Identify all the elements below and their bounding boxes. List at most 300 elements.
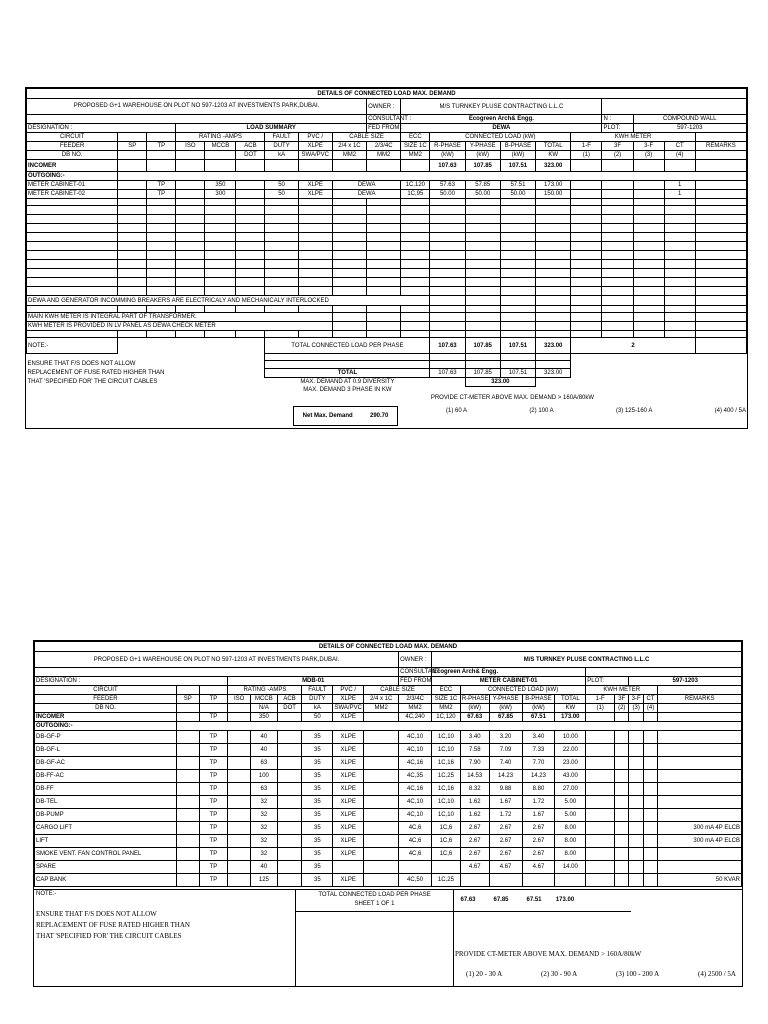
- hdr-kw: (kW): [489, 704, 522, 713]
- incomer-tp: TP: [199, 713, 228, 722]
- hdr-dot: DOT: [277, 704, 302, 713]
- consultant-label: CONSULTANT :: [400, 669, 444, 675]
- feeder-tp: TP: [199, 822, 228, 835]
- feeder-y: 2.67: [489, 835, 522, 848]
- hdr-kw: (kW): [460, 704, 489, 713]
- feeder-fault: 35: [302, 796, 333, 809]
- incomer-cable-type: XLPE: [333, 713, 364, 722]
- hdr-ka: kA: [302, 704, 333, 713]
- feeder-b: [522, 874, 555, 887]
- hdr-duty: DUTY: [265, 142, 298, 151]
- hdr-mm2: MM2: [432, 704, 461, 713]
- feeder-type: XLPE: [333, 835, 364, 848]
- feeder-ecc: 1C,16: [432, 757, 461, 770]
- feeder-total: 5.00: [555, 809, 586, 822]
- feeder-y: [489, 874, 522, 887]
- feeder-cable: DEWA: [332, 181, 400, 190]
- tpp-total: 323.00: [536, 338, 571, 354]
- hdr-cable-size: CABLE SIZE: [332, 133, 400, 142]
- hdr-sp: SP: [176, 695, 199, 704]
- feeder-type: XLPE: [333, 874, 364, 887]
- feeder-b: 1.67: [522, 809, 555, 822]
- hdr-cable-4c: 2/3/4C: [367, 142, 401, 151]
- feeder-y: 3.20: [489, 731, 522, 744]
- diversity-label: MAX. DEMAND AT 0.9 DIVERSITY: [300, 378, 395, 385]
- tpp-total: 173.00: [555, 897, 575, 903]
- feeder-mccb: 32: [251, 822, 278, 835]
- feeder-mccb: 40: [251, 861, 278, 874]
- feeder-ecc: 1C,25: [432, 874, 461, 887]
- feeder-y: 1.72: [489, 809, 522, 822]
- ct-option-1: (1) 20 - 30 A: [466, 970, 503, 978]
- feeder-remarks: [658, 744, 742, 757]
- hdr-ka: kA: [265, 151, 298, 160]
- incomer-total: 323.00: [536, 160, 571, 172]
- incomer-cable: 4C,240: [399, 713, 432, 722]
- table-row: [27, 190, 747, 199]
- hdr-r-phase: R-PHASE: [461, 696, 489, 702]
- feeder-fault: 35: [302, 770, 333, 783]
- hdr-kw: (kW): [500, 151, 535, 160]
- feeder-fault: 35: [302, 822, 333, 835]
- feeder-r: 3.40: [460, 731, 489, 744]
- feeder-name: DB-PUMP: [35, 809, 177, 822]
- n-label: N :: [602, 115, 633, 124]
- feeder-ct: 1: [664, 181, 695, 190]
- tpp-y: 107.85: [465, 338, 500, 354]
- feeder-name: METER CABINET-01: [27, 181, 118, 190]
- feeder-type: XLPE: [333, 848, 364, 861]
- hdr-pvc: PVC /: [298, 133, 332, 142]
- feeder-name: DB-FF-AC: [35, 770, 177, 783]
- feeder-y: 14.23: [489, 770, 522, 783]
- feeder-fault: 35: [302, 731, 333, 744]
- sheet2-footer: [34, 889, 742, 987]
- feeder-name: DB-GF-P: [35, 731, 177, 744]
- hdr-db-no: DB NO.: [27, 151, 118, 160]
- ct-option-4: (4) 2500 / 5A: [698, 970, 736, 978]
- load-summary-table: [26, 88, 747, 402]
- hdr-remarks: REMARKS: [695, 142, 746, 151]
- hdr-n4: (4): [643, 704, 657, 713]
- feeder-remarks: 300 mA 4P ELCB: [658, 835, 742, 848]
- feeder-b: 2.67: [522, 848, 555, 861]
- feeder-mccb: 40: [251, 731, 278, 744]
- table-row: [35, 744, 742, 757]
- feeder-y: 50.00: [465, 190, 500, 199]
- fuse-note-1: ENSURE THAT F/S DOES NOT ALLOW: [27, 361, 136, 367]
- hdr-ecc: ECC: [401, 133, 430, 142]
- tpp-r: 67.63: [460, 897, 476, 903]
- feeder-ecc: 1C,6: [432, 835, 461, 848]
- incomer-ecc: 1C,120: [432, 713, 461, 722]
- incomer-row: [27, 160, 747, 172]
- feeder-cable: DEWA: [332, 190, 400, 199]
- outgoing-label: OUTGOING:-: [27, 172, 118, 181]
- hdr-size-1c: SIZE 1C: [401, 142, 430, 151]
- net-max-demand-box: [293, 406, 398, 426]
- incomer-r: 67.63: [460, 713, 489, 722]
- feeder-remarks: 300 mA 4P ELCB: [658, 822, 742, 835]
- table-row: [35, 848, 742, 861]
- incomer-mccb: 350: [251, 713, 278, 722]
- feeder-mccb: 300: [205, 190, 236, 199]
- hdr-mm2: MM2: [401, 151, 430, 160]
- feeder-r: 2.67: [460, 848, 489, 861]
- feeder-ecc: 1C,6: [432, 822, 461, 835]
- feeder-total: 150.00: [536, 190, 571, 199]
- feeder-tp: TP: [199, 744, 228, 757]
- ct-options: [466, 970, 736, 978]
- feeder-total: 23.00: [555, 757, 586, 770]
- interlock-note: DEWA AND GENERATOR INCOMMING BREAKERS ARE ELECTRICALY AND MECHANICALY INTERLOCKED: [27, 296, 430, 306]
- feeder-r: 2.67: [460, 835, 489, 848]
- feeder-ecc: [432, 861, 461, 874]
- mdb-01-sheet: [33, 640, 743, 987]
- hdr-kw: (kW): [430, 151, 465, 160]
- feeder-name: SPARE: [35, 861, 177, 874]
- tpp-y: 67.85: [493, 897, 509, 903]
- footer-divider-right: [453, 890, 454, 987]
- feeder-mccb: 32: [251, 796, 278, 809]
- feeder-tp: TP: [147, 181, 176, 190]
- feeder-b: 7.33: [522, 744, 555, 757]
- feeder-name: SMOKE VENT. FAN CONTROL PANEL: [35, 848, 177, 861]
- feeder-mccb: 350: [205, 181, 236, 190]
- hdr-kw: (kW): [522, 704, 555, 713]
- fuse-note-1: ENSURE THAT F/S DOES NOT ALLOW: [36, 910, 157, 918]
- table-row: [35, 822, 742, 835]
- ct-option-2: (2) 100 A: [529, 408, 554, 414]
- hdr-xlpe: XLPE: [333, 695, 364, 704]
- feeder-name: METER CABINET-02: [27, 190, 118, 199]
- incomer-fault: 50: [302, 713, 333, 722]
- designation-label: DESIGNATION :: [35, 677, 228, 686]
- hdr-rating: RATING -AMPS: [176, 133, 265, 142]
- plot-value: 597-1203: [629, 677, 742, 686]
- hdr-kw-unit: KW: [555, 704, 586, 713]
- feeder-tp: TP: [199, 783, 228, 796]
- ct-meter-note: PROVIDE CT-METER ABOVE MAX. DEMAND > 160A/80kW: [430, 395, 595, 401]
- feeder-ecc: 1C,6: [432, 848, 461, 861]
- feeder-cable: 4C,50: [399, 874, 432, 887]
- feeder-r: 14.53: [460, 770, 489, 783]
- incomer-total: 173.00: [555, 713, 586, 722]
- consultant-value: Ecogreen Arch& Engg.: [432, 668, 586, 677]
- feeder-r: 7.58: [460, 744, 489, 757]
- feeder-cable: 4C,10: [399, 744, 432, 757]
- incomer-y: 107.85: [465, 160, 500, 172]
- incomer-label: INCOMER: [35, 713, 177, 722]
- hdr-r-phase: R-PHASE: [430, 142, 465, 151]
- hdr-mm2: MM2: [399, 704, 432, 713]
- fed-from-value: DEWA: [401, 124, 602, 133]
- project-name: PROPOSED G+1 WAREHOUSE ON PLOT NO 597-1203 AT INVESTMENTS PARK,DUBAI.: [35, 652, 399, 668]
- feeder-cable-type: XLPE: [298, 181, 332, 190]
- feeder-mccb: 40: [251, 744, 278, 757]
- fuse-note-3: THAT 'SPECIFIED FOR' THE CIRCUIT CABLES: [36, 932, 182, 940]
- ct-meter-note: PROVIDE CT-METER ABOVE MAX. DEMAND > 160A/80kW: [455, 950, 642, 958]
- feeder-ecc: 1C,16: [432, 783, 461, 796]
- feeder-type: XLPE: [333, 757, 364, 770]
- hdr-cable-1c: 2/4 x 1C: [332, 142, 366, 151]
- hdr-total: TOTAL: [555, 695, 586, 704]
- feeder-fault: 35: [302, 757, 333, 770]
- hdr-fault: FAULT: [302, 686, 333, 695]
- hdr-total: TOTAL: [536, 142, 571, 151]
- feeder-remarks: [658, 731, 742, 744]
- feeder-remarks: [658, 757, 742, 770]
- hdr-mccb: MCCB: [205, 142, 236, 151]
- hdr-tp: TP: [147, 142, 176, 151]
- feeder-b: 7.70: [522, 757, 555, 770]
- feeder-remarks: [658, 796, 742, 809]
- feeder-remarks: [658, 783, 742, 796]
- hdr-acb: ACB: [236, 142, 265, 151]
- feeder-mccb: 125: [251, 874, 278, 887]
- hdr-b-phase: B-PHASE: [500, 142, 535, 151]
- hdr-rating: RATING -AMPS: [228, 686, 302, 695]
- hdr-meter-3f-b: 3-F: [629, 695, 643, 704]
- feeder-total: 10.00: [555, 731, 586, 744]
- consultant-value: Ecogreen Arch& Engg.: [401, 115, 602, 124]
- hdr-meter-3f: 3F: [602, 142, 633, 151]
- incomer-b: 67.51: [522, 713, 555, 722]
- hdr-size-1c: SIZE 1C: [432, 695, 461, 704]
- hdr-dot: DOT: [236, 151, 265, 160]
- owner-value: M/S TURNKEY PLUSE CONTRACTING L.L.C: [401, 99, 602, 115]
- hdr-n3: (3): [629, 704, 643, 713]
- plot-label: PLOT:: [602, 124, 633, 133]
- ct-option-2: (2) 30 - 90 A: [541, 970, 578, 978]
- feeder-y: 7.09: [489, 744, 522, 757]
- feeder-r: 2.67: [460, 822, 489, 835]
- total-r: 107.63: [430, 368, 465, 377]
- feeder-b: 50.00: [500, 190, 535, 199]
- feeder-tp: TP: [199, 874, 228, 887]
- feeder-fault: 35: [302, 874, 333, 887]
- feeder-b: 2.67: [522, 822, 555, 835]
- plot-value: 597-1203: [633, 124, 746, 133]
- feeder-tp: TP: [199, 731, 228, 744]
- feeder-type: XLPE: [333, 796, 364, 809]
- feeder-type: [333, 861, 364, 874]
- table-row: [35, 861, 742, 874]
- feeder-total: 43.00: [555, 770, 586, 783]
- feeder-mccb: 32: [251, 848, 278, 861]
- incomer-row: [35, 713, 742, 722]
- feeder-type: XLPE: [333, 809, 364, 822]
- net-max-demand-value: 290.70: [369, 413, 389, 419]
- feeder-cable: 4C,16: [399, 757, 432, 770]
- hdr-duty: DUTY: [302, 695, 333, 704]
- designation-value: LOAD SUMMARY: [176, 124, 367, 133]
- table-row: [35, 809, 742, 822]
- feeder-fault: 35: [302, 744, 333, 757]
- feeder-b: 1.72: [522, 796, 555, 809]
- hdr-cable-4c: 2/3/4C: [399, 695, 432, 704]
- feeder-cable: [399, 861, 432, 874]
- total-b: 107.51: [500, 368, 535, 377]
- mdb-01-table: [34, 641, 742, 887]
- feeder-name: DB-GF-L: [35, 744, 177, 757]
- total-per-phase-label: TOTAL CONNECTED LOAD PER PHASE: [265, 338, 430, 354]
- incomer-y: 67.85: [489, 713, 522, 722]
- hdr-y-phase: Y-PHASE: [489, 695, 522, 704]
- hdr-mm2: MM2: [367, 151, 401, 160]
- feeder-y: 4.67: [489, 861, 522, 874]
- table-row: [35, 835, 742, 848]
- hdr-acb: ACB: [277, 695, 302, 704]
- feeder-b: 2.67: [522, 835, 555, 848]
- total-total: 323.00: [536, 368, 571, 377]
- feeder-total: 22.00: [555, 744, 586, 757]
- hdr-iso: ISO: [176, 142, 205, 151]
- table-row: [35, 770, 742, 783]
- hdr-y-phase: Y-PHASE: [465, 142, 500, 151]
- project-name: PROPOSED G+1 WAREHOUSE ON PLOT NO 597-1203 AT INVESTMENTS PARK,DUBAI.: [27, 99, 367, 115]
- hdr-swa: SWA/PVC: [298, 151, 332, 160]
- feeder-ecc: 1C,25: [432, 770, 461, 783]
- feeder-ecc: 1C,120: [401, 181, 430, 190]
- designation-label: DESIGNATION :: [27, 124, 176, 133]
- tpp-r: 107.63: [430, 338, 465, 354]
- hdr-remarks: REMARKS: [658, 695, 742, 704]
- hdr-kw-unit: KW: [536, 151, 571, 160]
- feeder-ecc: 1C,10: [432, 796, 461, 809]
- feeder-r: 50.00: [430, 190, 465, 199]
- fed-from-label: FED FROM :: [368, 125, 403, 131]
- sheet-title: DETAILS OF CONNECTED LOAD MAX. DEMAND: [27, 89, 747, 99]
- feeder-fault: 35: [302, 809, 333, 822]
- feeder-total: 173.00: [536, 181, 571, 190]
- feeder-type: XLPE: [333, 783, 364, 796]
- feeder-b: 8.80: [522, 783, 555, 796]
- ct-option-4: (4) 400 / 5A: [714, 408, 746, 414]
- feeder-type: XLPE: [333, 822, 364, 835]
- feeder-b: 14.23: [522, 770, 555, 783]
- fed-from-value: METER CABINET-01: [432, 677, 586, 686]
- hdr-mm2: MM2: [364, 704, 399, 713]
- feeder-ct: 1: [664, 190, 695, 199]
- incomer-label: INCOMER: [27, 160, 118, 172]
- feeder-tp: TP: [199, 848, 228, 861]
- incomer-r: 107.63: [430, 160, 465, 172]
- tpp-b: 67.51: [526, 897, 542, 903]
- hdr-mccb: MCCB: [251, 695, 278, 704]
- table-row: [35, 783, 742, 796]
- hdr-kwh-meter: KWH METER: [571, 133, 695, 142]
- ct-option-3: (3) 100 - 200 A: [616, 970, 660, 978]
- feeder-tp: TP: [147, 190, 176, 199]
- table-row: [35, 796, 742, 809]
- table-row: [27, 181, 747, 190]
- fed-from-label: FED FROM: [400, 678, 432, 684]
- feeder-r: [460, 874, 489, 887]
- outgoing-label: OUTGOING:-: [35, 722, 177, 731]
- hdr-n2: (2): [602, 151, 633, 160]
- ct-option-1: (1) 60 A: [446, 408, 468, 414]
- feeder-total: 14.00: [555, 861, 586, 874]
- hdr-ecc: ECC: [432, 686, 461, 695]
- feeder-total: 5.00: [555, 796, 586, 809]
- hdr-meter-1f: 1-F: [586, 695, 615, 704]
- feeder-total: 8.00: [555, 848, 586, 861]
- hdr-pvc: PVC /: [333, 686, 364, 695]
- footer-tpp-bottom: [295, 911, 631, 912]
- hdr-n4: (4): [664, 151, 695, 160]
- feeder-total: 8.00: [555, 835, 586, 848]
- consultant-label: CONSULTANT :: [368, 116, 412, 122]
- feeder-total: 8.00: [555, 822, 586, 835]
- feeder-name: DB-FF: [35, 783, 177, 796]
- note-label: NOTE:-: [36, 891, 57, 897]
- feeder-cable: 4C,16: [399, 783, 432, 796]
- designation-value: MDB-01: [228, 677, 399, 686]
- feeder-cable-type: XLPE: [298, 190, 332, 199]
- hdr-mm2: MM2: [332, 151, 366, 160]
- feeder-name: DB-TEL: [35, 796, 177, 809]
- plot-label: PLOT:: [586, 677, 629, 686]
- feeder-remarks: [658, 809, 742, 822]
- feeder-tp: TP: [199, 770, 228, 783]
- feeder-cable: 4C,6: [399, 835, 432, 848]
- load-summary-sheet: [25, 87, 748, 429]
- n-value: COMPOUND WALL: [633, 115, 746, 124]
- hdr-kw: (kW): [465, 151, 500, 160]
- feeder-r: 4.67: [460, 861, 489, 874]
- feeder-cable: 4C,10: [399, 809, 432, 822]
- feeder-mccb: 63: [251, 783, 278, 796]
- hdr-n3: (3): [633, 151, 664, 160]
- feeder-type: XLPE: [333, 770, 364, 783]
- feeder-tp: TP: [199, 835, 228, 848]
- sheet-title: DETAILS OF CONNECTED LOAD MAX. DEMAND: [35, 642, 742, 652]
- feeder-cable: 4C,6: [399, 848, 432, 861]
- hdr-n1: (1): [586, 704, 615, 713]
- hdr-na: N/A: [251, 704, 278, 713]
- owner-value: M/S TURNKEY PLUSE CONTRACTING L.L.C: [432, 652, 742, 668]
- fuse-note-2: REPLACEMENT OF FUSE RATED HIGHER THAN: [27, 369, 165, 376]
- feeder-r: 1.62: [460, 796, 489, 809]
- feeder-y: 1.67: [489, 796, 522, 809]
- table-row: [35, 757, 742, 770]
- incomer-b: 107.51: [500, 160, 535, 172]
- sheet-label: SHEET 1 OF 1: [354, 901, 395, 907]
- feeder-type: XLPE: [333, 744, 364, 757]
- hdr-feeder: FEEDER: [27, 142, 118, 151]
- feeder-cable: 4C,10: [399, 796, 432, 809]
- feeder-fault: 35: [302, 783, 333, 796]
- hdr-db-no: DB NO.: [35, 704, 177, 713]
- feeder-name: CAP BANK: [35, 874, 177, 887]
- feeder-r: 8.32: [460, 783, 489, 796]
- feeder-ecc: 1C,10: [432, 744, 461, 757]
- hdr-fault: FAULT: [265, 133, 298, 142]
- feeder-ecc: 1C,10: [432, 809, 461, 822]
- owner-label: OWNER :: [367, 99, 401, 115]
- feeder-r: 57.63: [430, 181, 465, 190]
- tpp-meter: 2: [571, 338, 695, 354]
- feeder-ecc: 1C,95: [401, 190, 430, 199]
- hdr-connected-load: CONNECTED LOAD (kW): [460, 686, 585, 695]
- feeder-ecc: 1C,10: [432, 731, 461, 744]
- feeder-fault: 50: [265, 181, 298, 190]
- feeder-remarks: [658, 861, 742, 874]
- feeder-rows: [35, 731, 742, 887]
- owner-label: OWNER :: [399, 652, 432, 668]
- hdr-iso: ISO: [228, 695, 251, 704]
